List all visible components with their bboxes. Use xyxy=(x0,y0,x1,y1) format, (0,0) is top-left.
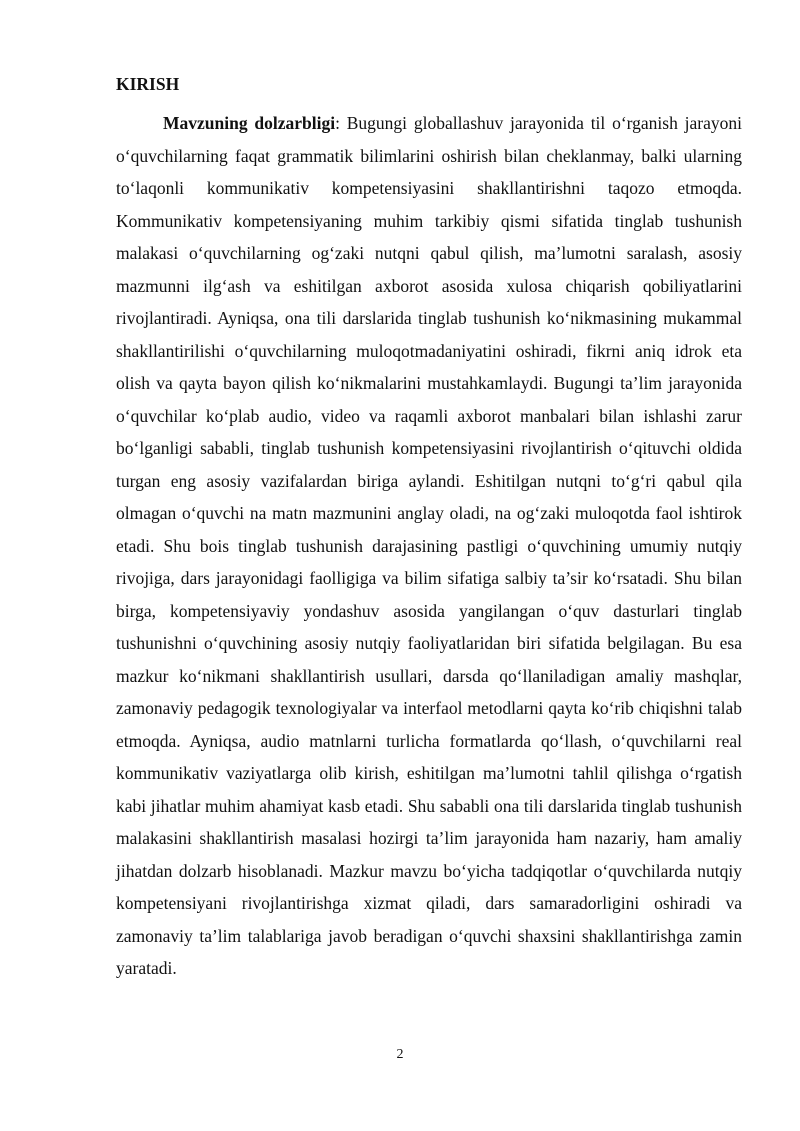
paragraph-text: Bugungi globallashuv jarayonida til o‘rganish jarayoni o‘quvchilarning faqat grammatik bilimlarini oshirish bilan cheklanmay, balki ularning to‘laqonli kommunikativ kompetensiyasini shakllantirishni taqozo etmoqda. Kommunikativ kompetensiyaning muhim tarkibiy qismi sifatida tinglab tushunish malakasi o‘quvchilarning og‘zaki nutqni qabul qilish, ma’lumotni saralash, asosiy mazmunni ilg‘ash va eshitilgan axborot asosida xulosa chiqarish qobiliyatlarini rivojlantiradi. Ayniqsa, ona tili darslarida tinglab tushunish ko‘nikmasining mukammal shakllantirilishi o‘quvchilarning muloqotmadaniyatini oshiradi, fikrni aniq idrok eta olish va qayta bayon qilish ko‘nikmalarini mustahkamlaydi. Bugungi ta’lim jarayonida o‘quvchilar ko‘plab audio, video va raqamli axborot manbalari bilan ishlashi zarur bo‘lganligi sababli, tinglab tushunish kompetensiyasini rivojlantirish o‘qituvchi oldida turgan eng asosiy vazifalardan biriga aylandi. Eshitilgan nutqni to‘g‘ri qabul qila olmagan o‘quvchi na matn mazmunini anglay oladi, na og‘zaki muloqotda faol ishtirok etadi. Shu bois tinglab tushunish darajasining pastligi o‘quvchining umumiy nutqiy rivojiga, dars jarayonidagi faolligiga va bilim sifatiga salbiy ta’sir ko‘rsatadi. Shu bilan birga, kompetensiyaviy yondashuv asosida yangilangan o‘quv dasturlari tinglab tushunishni o‘quvchining asosiy nutqiy faoliyatlaridan biri sifatida belgilagan. Bu esa mazkur ko‘nikmani shakllantirish usullari, darsda qo‘llaniladigan amaliy mashqlar, zamonaviy pedagogik texnologiyalar va interfaol metodlarni qayta ko‘rib chiqishni talab etmoqda. Ayniqsa, audio matnlarni turlicha formatlarda qo‘llash, o‘quvchilarni real kommunikativ vaziyatlarga olib kirish, eshitilgan ma’lumotni tahlil qilishga o‘rgatish kabi jihatlar muhim ahamiyat kasb etadi. Shu sababli ona tili darslarida tinglab tushunish malakasini shakllantirish masalasi hozirgi ta’lim jarayonida ham nazariy, ham amaliy jihatdan dolzarb hisoblanadi. Mazkur mavzu bo‘yicha tadqiqotlar o‘quvchilarda nutqiy kompetensiyani rivojlantirishga xizmat qiladi, dars samaradorligini oshiradi va zamonaviy ta’lim talablariga javob beradigan o‘quvchi shaxsini shakllantirishga zamin yaratadi. xyxy=(116,113,742,978)
section-heading: KIRISH xyxy=(116,74,180,94)
body-paragraph xyxy=(116,107,742,985)
page-number: 2 xyxy=(396,1047,404,1062)
paragraph-lead: Mavzuning dolzarbligi xyxy=(163,113,336,133)
paragraph-separator: : xyxy=(335,113,347,133)
